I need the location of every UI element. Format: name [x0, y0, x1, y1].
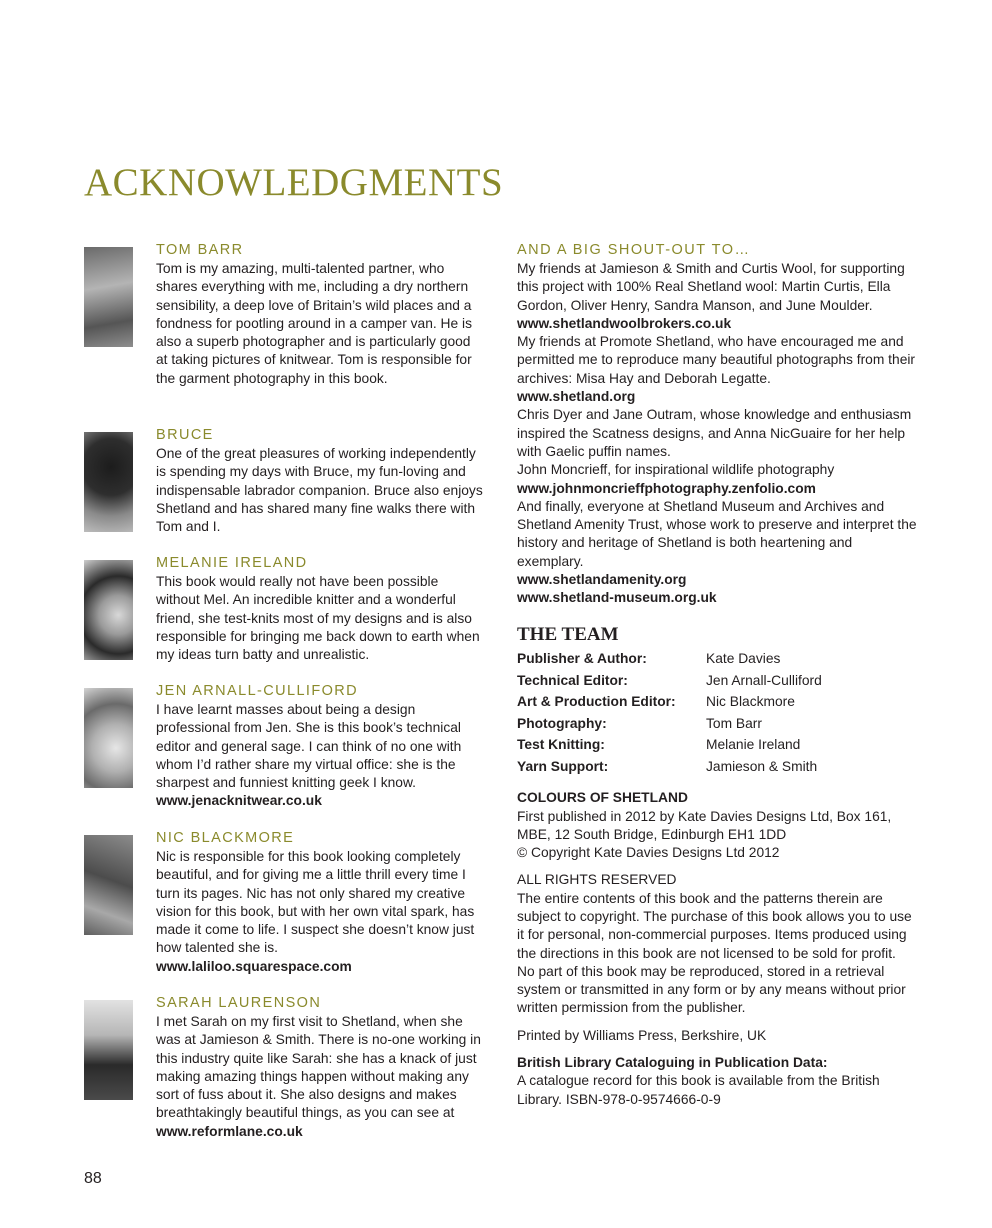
person-bio-text: I met Sarah on my first visit to Shetland, when she was at Jamieson & Smith. There is no-one working in this industry quite like Sarah: she has a knack of just making amazing things happen without making any sort of fuss about it. She also designs and makes breathtakingly beautiful things, as you can see at — [156, 1014, 481, 1121]
person-melanie-ireland — [84, 554, 484, 682]
team-role: Technical Editor: — [517, 672, 628, 688]
person-nic-blackmore — [84, 829, 484, 994]
person-bio: I have learnt masses about being a design professional from Jen. She is this book’s technical editor and general sage. I can think of no one with whom I’d rather share my virtual office: she is the sharpest and funniest knitting geek I know. — [156, 702, 462, 791]
person-name: SARAH LAURENSON — [156, 995, 322, 1011]
tom-barr-photo — [84, 247, 133, 347]
page-number: 88 — [84, 1170, 102, 1187]
person-sarah-laurenson — [84, 994, 484, 1141]
team-role: Art & Production Editor: — [517, 694, 676, 710]
rights-paragraph: No part of this book may be reproduced, stored in a retrieval system or transmitted in any form or by any means without prior written permission from the publisher. — [517, 963, 906, 1016]
shout-out-paragraph: And finally, everyone at Shetland Museum and Archives and Shetland Amenity Trust, whose work to preserve and interpret the history and heritage of Shetland is both heartening and exemplary. — [517, 498, 917, 569]
shout-out-paragraph: My friends at Promote Shetland, who have encouraged me and permitted me to reproduce many beautiful photographs from their archives: Misa Hay and Deborah Legatte. — [517, 334, 916, 386]
person-bio: Nic is responsible for this book looking completely beautiful, and for giving me a little thrill every time I turn its pages. Nic has not only shared my creative vision for this book, but with her own vital spark, has made it come to life. I suspect she doesn’t know just how talented she is. — [156, 849, 475, 956]
nic-blackmore-photo — [84, 835, 133, 935]
shout-out-link[interactable]: www.johnmoncrieffphotography.zenfolio.com — [517, 480, 816, 496]
shout-out-link[interactable]: www.shetlandwoolbrokers.co.uk — [517, 315, 732, 331]
team-role: Test Knitting: — [517, 737, 605, 753]
person-link[interactable]: www.reformlane.co.uk — [156, 1123, 303, 1139]
colophon — [517, 789, 917, 1109]
shout-out-heading: AND A BIG SHOUT-OUT TO… — [517, 242, 751, 258]
person-name: TOM BARR — [156, 242, 244, 258]
person-jen-arnall-culliford — [84, 682, 484, 829]
bruce-photo — [84, 432, 133, 532]
person-bio — [156, 1013, 484, 1141]
team-member: Tom Barr — [706, 715, 762, 731]
book-title: COLOURS OF SHETLAND — [517, 790, 688, 806]
person-link[interactable]: www.jenacknitwear.co.uk — [156, 793, 322, 809]
sarah-laurenson-photo — [84, 1000, 133, 1100]
person-tom-barr — [84, 241, 484, 426]
person-link[interactable]: www.laliloo.squarespace.com — [156, 958, 352, 974]
person-name: NIC BLACKMORE — [156, 830, 295, 846]
team-member: Jen Arnall-Culliford — [706, 672, 822, 688]
cataloguing-heading: British Library Cataloguing in Publication Data: — [517, 1055, 828, 1071]
shout-out-paragraph — [517, 260, 917, 333]
team-member: Jamieson & Smith — [706, 758, 818, 774]
table-row — [517, 712, 822, 734]
table-row — [517, 669, 822, 691]
shout-out-link[interactable]: www.shetlandamenity.org — [517, 572, 687, 588]
shout-out-paragraph: Chris Dyer and Jane Outram, whose knowledge and enthusiasm inspired the Scatness designs, and Anna NicGuaire for her help with Gaelic puffin names. — [517, 407, 912, 459]
rights-paragraph: The entire contents of this book and the patterns therein are subject to copyright. The purchase of this book allows you to use it for personal, non-commercial purposes. Items produced using the directions in this book are not licensed to be sold for profit. — [517, 890, 912, 961]
shout-out-paragraph: John Moncrieff, for inspirational wildlife photography — [517, 462, 835, 478]
melanie-ireland-photo — [84, 560, 133, 660]
printer-credit: Printed by Williams Press, Berkshire, UK — [517, 1027, 767, 1043]
team-role: Photography: — [517, 715, 607, 731]
team-section — [517, 624, 917, 778]
person-name: BRUCE — [156, 427, 214, 443]
table-row — [517, 691, 822, 713]
team-table — [517, 648, 822, 778]
table-row — [517, 734, 822, 756]
team-heading: THE TEAM — [517, 623, 619, 645]
person-name: JEN ARNALL-CULLIFORD — [156, 683, 359, 699]
page-title: ACKNOWLEDGMENTS — [84, 161, 504, 204]
team-role: Yarn Support: — [517, 758, 609, 774]
person-bruce — [84, 426, 484, 554]
table-row — [517, 756, 822, 778]
right-column — [517, 241, 917, 1109]
publication-details: First published in 2012 by Kate Davies Designs Ltd, Box 161, MBE, 12 South Bridge, Edinburgh EH1 1DD — [517, 808, 892, 842]
shout-out-text: My friends at Jamieson & Smith and Curtis Wool, for supporting this project with 100% Real Shetland wool: Martin Curtis, Ella Gordon, Oliver Henry, Sandra Manson, and June Moulder. — [517, 261, 905, 313]
cataloguing-text: A catalogue record for this book is available from the British Library. ISBN-978-0-9574666-0-9 — [517, 1073, 880, 1107]
table-row — [517, 648, 822, 670]
team-member: Melanie Ireland — [706, 737, 801, 753]
people-column — [84, 241, 484, 1141]
shout-out-link[interactable]: www.shetland-museum.org.uk — [517, 590, 717, 606]
shout-out-link[interactable]: www.shetland.org — [517, 389, 636, 405]
team-role: Publisher & Author: — [517, 650, 647, 666]
copyright-notice: © Copyright Kate Davies Designs Ltd 2012 — [517, 845, 780, 861]
person-bio: Tom is my amazing, multi-talented partner, who shares everything with me, including a dry northern sensibility, a deep love of Britain’s wild places and a fondness for pootling around in a camper van. He is also a superb photographer and is particularly good at taking pictures of knitwear. Tom is responsible for the garment photography in this book. — [156, 261, 472, 386]
team-member: Kate Davies — [706, 650, 781, 666]
team-member: Nic Blackmore — [706, 694, 795, 710]
person-name: MELANIE IRELAND — [156, 555, 308, 571]
person-bio: This book would really not have been possible without Mel. An incredible knitter and a wonderful friend, she test-knits most of my designs and is also responsible for bringing me back down to earth when my ideas turn batty and unrealistic. — [156, 574, 480, 663]
rights-heading: ALL RIGHTS RESERVED — [517, 872, 677, 888]
jen-arnall-culliford-photo — [84, 688, 133, 788]
person-bio: One of the great pleasures of working independently is spending my days with Bruce, my fun-loving and indispensable labrador companion. Bruce also enjoys Shetland and has shared many fine walks there with Tom and I. — [156, 446, 483, 535]
